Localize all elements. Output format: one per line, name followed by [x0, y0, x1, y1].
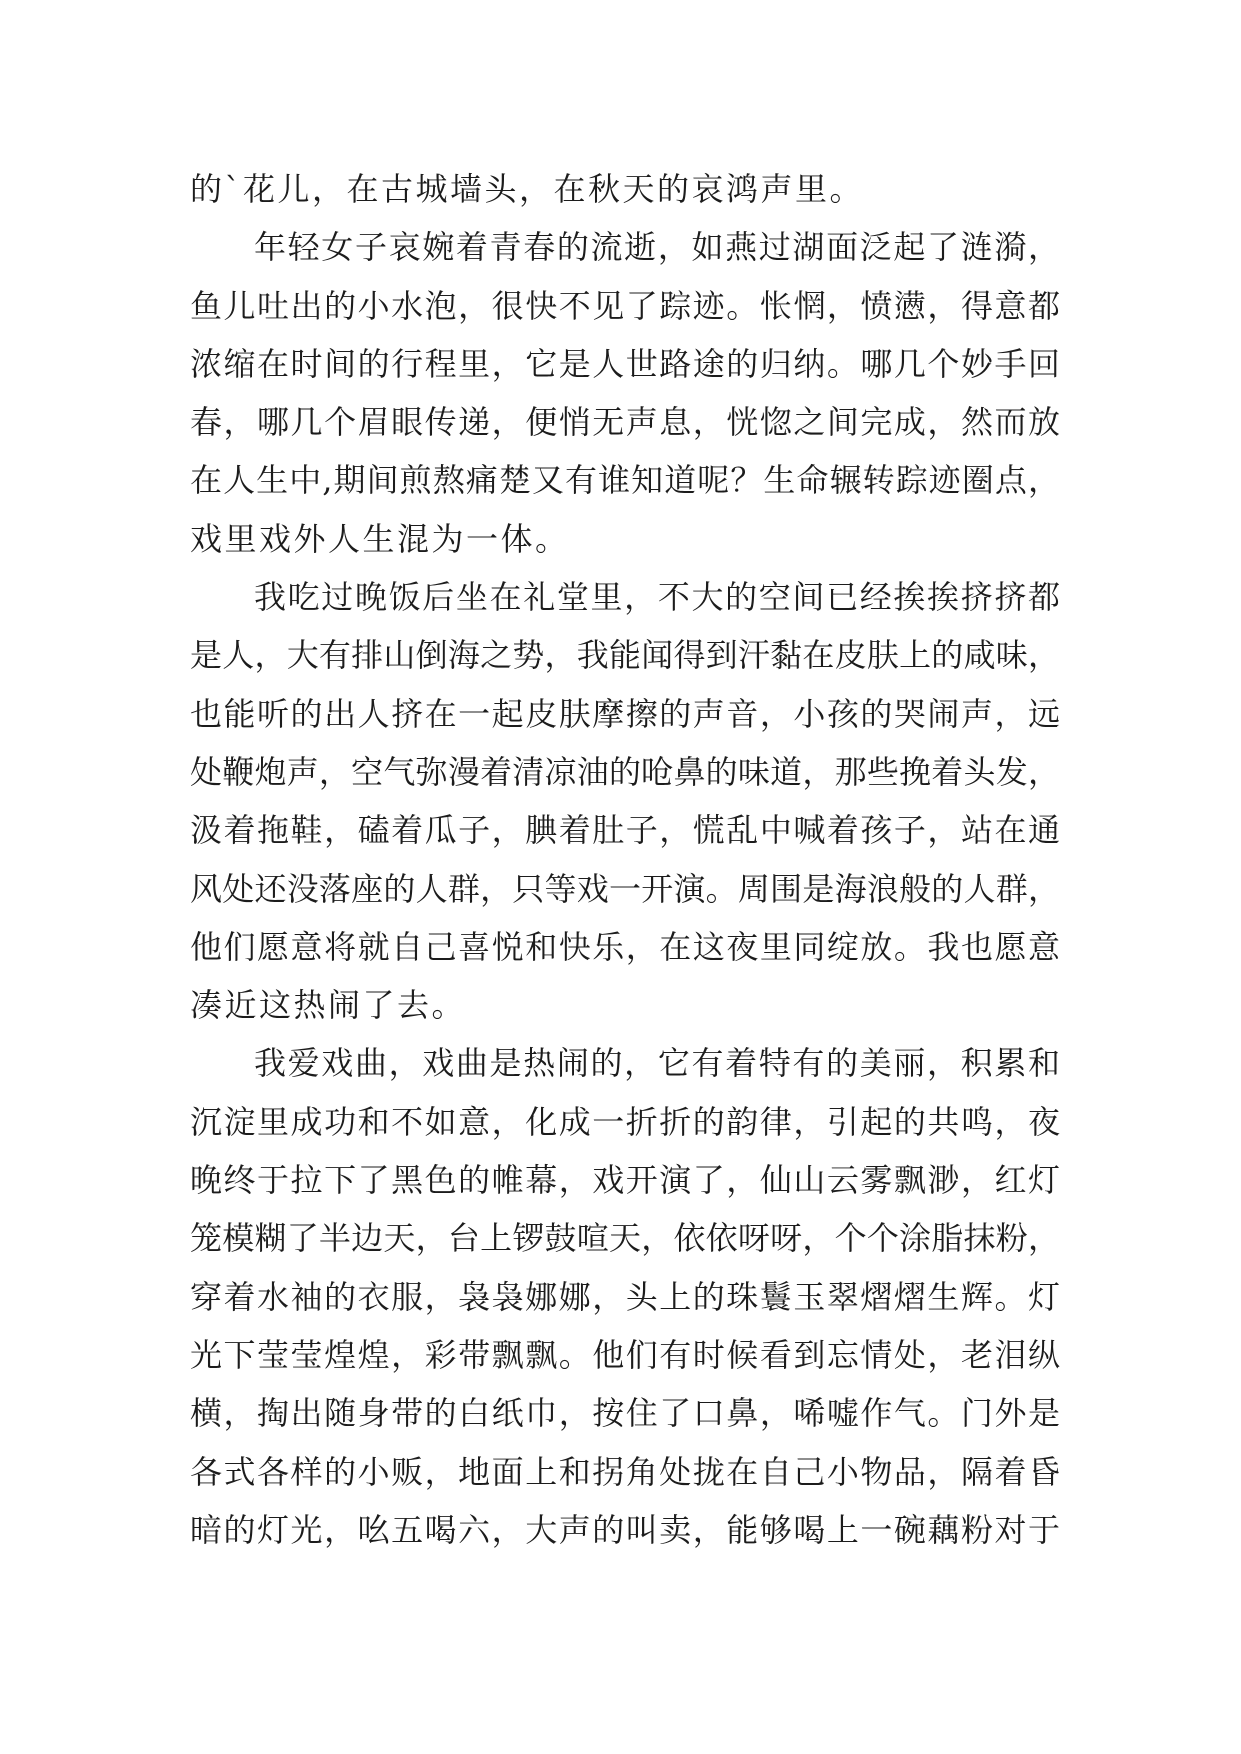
text-line: 穿着水袖的衣服，袅袅娜娜，头上的珠鬟玉翠熠熠生辉。灯: [190, 1277, 1060, 1316]
text-line: 光下莹莹煌煌，彩带飘飘。他们有时候看到忘情处，老泪纵: [190, 1335, 1060, 1374]
body-text: [190, 160, 1060, 1559]
text-line: 暗的灯光，吆五喝六，大声的叫卖，能够喝上一碗藕粉对于: [190, 1510, 1060, 1549]
text-line: 也能听的出人挤在一起皮肤摩擦的声音，小孩的哭闹声，远: [190, 694, 1060, 733]
text-line: 汲着拖鞋，磕着瓜子，腆着肚子，慌乱中喊着孩子，站在通: [190, 811, 1060, 850]
text-line: 沉淀里成功和不如意，化成一折折的韵律，引起的共鸣，夜: [190, 1102, 1060, 1141]
text-line: 鱼儿吐出的小水泡，很快不见了踪迹。怅惘，愤懑，得意都: [190, 286, 1060, 325]
text-line: 在人生中,期间煎熬痛楚又有谁知道呢？生命辗转踪迹圈点，: [190, 461, 1060, 500]
text-line: 横，掏出随身带的白纸巾，按住了口鼻，唏嘘作气。门外是: [190, 1394, 1060, 1433]
text-line: 笼模糊了半边天，台上锣鼓喧天，依依呀呀，个个涂脂抹粉，: [190, 1219, 1060, 1258]
text-line: 的`花儿，在古城墙头，在秋天的哀鸿声里。: [190, 170, 865, 208]
text-line: 是人，大有排山倒海之势，我能闻得到汗黏在皮肤上的咸味，: [190, 636, 1060, 675]
text-line: 风处还没落座的人群，只等戏一开演。周围是海浪般的人群，: [190, 869, 1060, 908]
text-line: 各式各样的小贩，地面上和拐角处拢在自己小物品，隔着昏: [190, 1452, 1060, 1491]
text-line: 戏里戏外人生混为一体。: [190, 519, 570, 558]
text-line: 年轻女子哀婉着青春的流逝，如燕过湖面泛起了涟漪，: [254, 228, 1060, 267]
text-line: 晚终于拉下了黑色的帷幕，戏开演了，仙山云雾飘渺，红灯: [190, 1161, 1060, 1200]
text-line: 春，哪几个眉眼传递，便悄无声息，恍惚之间完成，然而放: [190, 403, 1060, 442]
text-line: 我爱戏曲，戏曲是热闹的，它有着特有的美丽，积累和: [254, 1044, 1060, 1083]
text-line: 我吃过晚饭后坐在礼堂里，不大的空间已经挨挨挤挤都: [254, 578, 1060, 617]
text-line: 浓缩在时间的行程里，它是人世路途的归纳。哪几个妙手回: [190, 344, 1060, 383]
text-line: 凑近这热闹了去。: [190, 986, 467, 1025]
text-line: 他们愿意将就自己喜悦和快乐，在这夜里同绽放。我也愿意: [190, 927, 1060, 966]
text-line: 处鞭炮声，空气弥漫着清凉油的呛鼻的味道，那些挽着头发，: [190, 752, 1060, 791]
